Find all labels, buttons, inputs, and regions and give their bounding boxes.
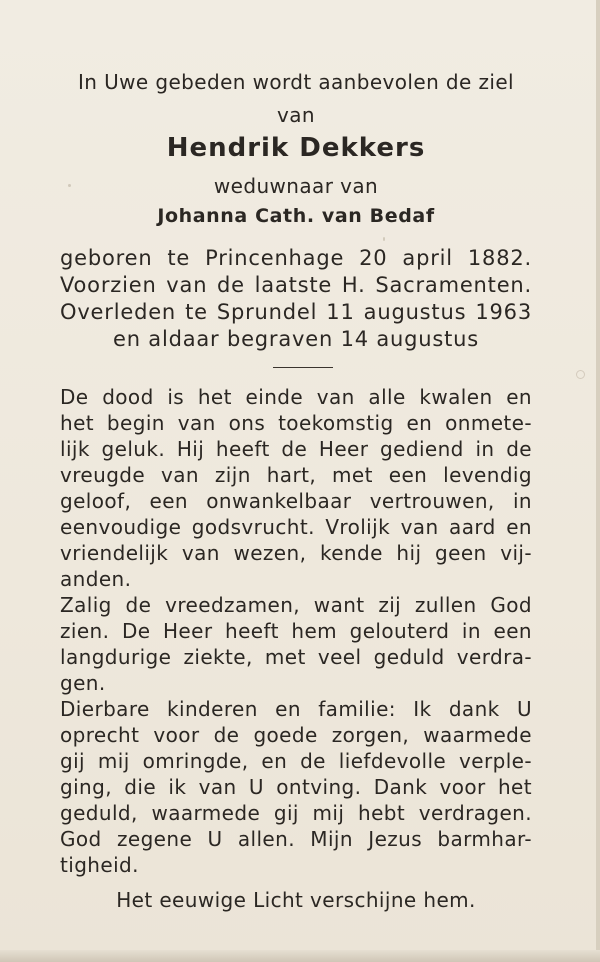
burial-line: en aldaar begraven 14 augustus [112, 327, 480, 351]
body-line: eenvoudige godsvrucht. Vrolijk van aard en [60, 515, 532, 539]
death-line: Overleden te Sprundel 11 augustus 1963 [60, 300, 532, 324]
body-line: geduld, waarmede gij mij hebt verdragen. [60, 801, 532, 825]
body-line: Zalig de vreedzamen, want zij zullen God [60, 593, 532, 617]
card-edge-bottom [0, 950, 600, 962]
van-line: van [277, 103, 315, 127]
separator-rule [273, 367, 333, 368]
intro-line: In Uwe gebeden wordt aanbevolen de ziel [77, 70, 514, 94]
card-edge-right [596, 0, 600, 962]
sacraments-line: Voorzien van de laatste H. Sacramenten. [60, 273, 532, 297]
body-line: het begin van ons toekomstig en onmete- [60, 411, 532, 435]
body-line: vreugde van zijn hart, met een levendig [60, 463, 532, 487]
body-line: gen. [60, 671, 106, 695]
closing-prayer: Het eeuwige Licht verschijne hem. [116, 888, 476, 912]
body-line: langdurige ziekte, met veel geduld verdra- [60, 645, 532, 669]
body-line: tigheid. [60, 853, 139, 877]
body-line: oprecht voor de goede zorgen, waarmede [60, 723, 532, 747]
body-line: vriendelijk van wezen, kende hij geen vij- [60, 541, 532, 565]
body-line: gij mij omringde, en de liefdevolle verple- [60, 749, 532, 773]
birth-line: geboren te Princenhage 20 april 1882. [60, 246, 532, 270]
wife-name: Johanna Cath. van Bedaf [157, 205, 435, 227]
body-line: Dierbare kinderen en familie: Ik dank U [60, 697, 532, 721]
body-line: geloof, een onwankelbaar vertrouwen, in [60, 489, 532, 513]
body-line: zien. De Heer heeft hem gelouterd in een [60, 619, 532, 643]
body-line: anden. [60, 567, 132, 591]
widower-line: weduwnaar van [213, 174, 379, 198]
body-line: ging, die ik van U ontving. Dank voor het [60, 775, 532, 799]
paper-spot [576, 370, 585, 379]
body-line: De dood is het einde van alle kwalen en [60, 385, 532, 409]
body-line: God zegene U allen. Mijn Jezus barmhar- [60, 827, 532, 851]
body-line: lijk geluk. Hij heeft de Heer gediend in de [60, 437, 532, 461]
paper-spot [383, 237, 385, 241]
deceased-name: Hendrik Dekkers [166, 133, 426, 163]
